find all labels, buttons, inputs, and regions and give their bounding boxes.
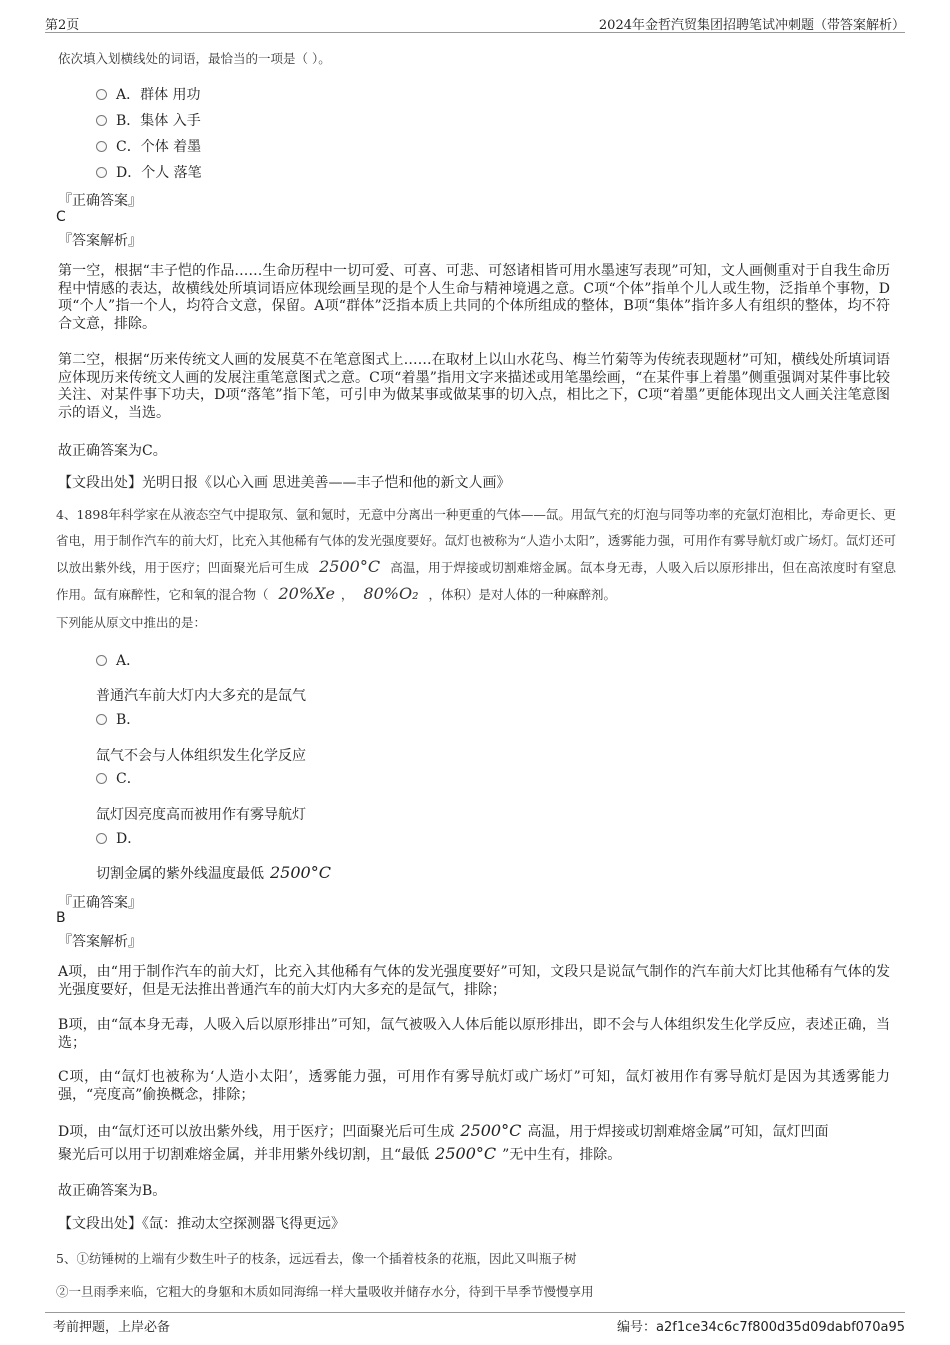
temperature-formula: 2500°C [460, 1121, 522, 1140]
q3-analysis-paragraph-2: 第二空，根据“历来传统文人画的发展莫不在笔意图式上……在取材上以山水花鸟、梅兰竹菊等为传统表现题材”可知，横线处所填词语应体现历来传统文人画的发展注重笔意图式之意。C项“着墨”指用文字来描述或用笔墨绘画，“在某件事上着墨”侧重强调对某件事比较关注、对某件事下功夫，D项“落笔”指下笔，可引申为做某事或做某事的切入点，相比之下，C项“着墨”更能体现出文人画关注笔意图示的语义，当选。 [58, 352, 890, 421]
q4-option-c[interactable]: C． [96, 768, 141, 788]
doc-id: 编号：a2f1ce34c6c7f800d35d09dabf070a95 [617, 1320, 905, 1335]
footer-slogan: 考前押题，上岸必备 [53, 1320, 171, 1335]
q4-option-d-text: 切割金属的紫外线温度最低 2500°C [96, 863, 337, 883]
q4-analysis-a: A项，由“用于制作汽车的前大灯，比充入其他稀有气体的发光强度要好”可知，文段只是说氙气制作的汽车前大灯比其他稀有气体的发光强度要好，但是无法推出普通汽车的前大灯内大多充的是氙气，排除； [58, 964, 890, 998]
q3-option-b[interactable]: B．集体 入手 [96, 110, 201, 130]
q5-line-1: 5、①纺锤树的上端有少数生叶子的枝条，远远看去，像一个插着枝条的花瓶，因此又叫瓶子树 [56, 1251, 577, 1266]
q4-conclusion: 故正确答案为B。 [58, 1183, 167, 1199]
q4-option-d[interactable]: D． [96, 828, 141, 848]
radio-icon[interactable] [96, 89, 107, 100]
q3-prompt: 依次填入划横线处的词语，最恰当的一项是（ ）。 [58, 51, 331, 66]
q4-option-b[interactable]: B． [96, 709, 140, 729]
oxygen-ratio-formula: 80%O₂ [363, 584, 419, 603]
q4-passage: 4、1898年科学家在从液态空气中提取氖、氩和氪时，无意中分离出一种更重的气体——氙。用氙气充的灯泡与同等功率的充氩灯泡相比，寿命更长、更省电，用于制作汽车的前大灯，比充入其他稀有气体的发光强度要好。氙灯也被称为“人造小太阳”，透雾能力强，可用作有雾导航灯或广场灯。氙灯还可以放出紫外线，用于医疗；凹面聚光后可生成 2500°C 高温，用于焊接或切割难熔金属。氙本身无毒，人吸入后以原形排出，但在高浓度时有窒息作用。氙有麻醉性，它和氧的混合物（ 20%Xe ， 80%O₂ ，体积）是对人体的一种麻醉剂。 [56, 507, 896, 603]
q4-option-c-text: 氙灯因亮度高而被用作有雾导航灯 [96, 807, 306, 823]
q3-option-c[interactable]: C．个体 着墨 [96, 136, 201, 156]
q3-analysis-label: 『答案解析』 [58, 233, 142, 249]
radio-icon[interactable] [96, 141, 107, 152]
radio-icon[interactable] [96, 714, 107, 725]
radio-icon[interactable] [96, 167, 107, 178]
temperature-formula: 2500°C [435, 1144, 497, 1163]
q3-option-d[interactable]: D．个人 落笔 [96, 162, 202, 182]
q3-conclusion: 故正确答案为C。 [58, 443, 167, 459]
q4-analysis-c: C项，由“氙灯也被称为‘人造小太阳’，透雾能力强，可用作有雾导航灯或广场灯”可知，氙灯被用作有雾导航灯是因为其透雾能力强，“亮度高”偷换概念，排除； [58, 1069, 890, 1103]
q4-source: 【文段出处】《氙：推动太空探测器飞得更远》 [58, 1216, 345, 1232]
radio-icon[interactable] [96, 655, 107, 666]
radio-icon[interactable] [96, 833, 107, 844]
q3-option-a[interactable]: A．群体 用功 [96, 84, 201, 104]
temperature-formula: 2500°C [270, 863, 331, 882]
radio-icon[interactable] [96, 773, 107, 784]
q4-answer: B [56, 910, 66, 926]
xenon-ratio-formula: 20%Xe [278, 584, 335, 603]
temperature-formula: 2500°C [319, 557, 381, 576]
q4-analysis-d: D项，由“氙灯还可以放出紫外线，用于医疗；凹面聚光后可生成 2500°C 高温，用于焊接或切割难熔金属”可知，氙灯凹面 聚光后可以用于切割难熔金属，并非用紫外线切割，且“最低 2500°C ”无中生有，排除。 [58, 1121, 829, 1163]
doc-title: 2024年金哲汽贸集团招聘笔试冲刺题（带答案解析） [598, 18, 905, 33]
radio-icon[interactable] [96, 115, 107, 126]
page-footer [45, 1312, 905, 1335]
page-header [45, 12, 905, 33]
page-number: 第2页 [45, 18, 80, 33]
q4-option-a-text: 普通汽车前大灯内大多充的是氙气 [96, 688, 306, 704]
q4-option-b-text: 氙气不会与人体组织发生化学反应 [96, 748, 306, 764]
q3-answer: C [56, 209, 66, 225]
q3-answer-label: 『正确答案』 [58, 193, 142, 209]
q5-line-2: ②一旦雨季来临，它粗大的身躯和木质如同海绵一样大量吸收并储存水分，待到干旱季节慢慢享用 [56, 1284, 594, 1299]
q4-answer-label: 『正确答案』 [58, 895, 142, 911]
q3-source: 【文段出处】光明日报《以心入画 思进美善——丰子恺和他的新文人画》 [58, 475, 511, 491]
q4-analysis-label: 『答案解析』 [58, 934, 142, 950]
q4-analysis-b: B项，由“氙本身无毒，人吸入后以原形排出”可知，氙气被吸入人体后能以原形排出，即不会与人体组织发生化学反应，表述正确，当选； [58, 1017, 890, 1051]
q3-analysis-paragraph-1: 第一空，根据“丰子恺的作品……生命历程中一切可爱、可喜、可悲、可怒诸相皆可用水墨速写表现”可知，文人画侧重对于自我生命历程中情感的表达，故横线处所填词语应体现绘画呈现的是个人生命与精神境遇之意。C项“个体”指单个儿人或生物，泛指单个事物，D项“个人”指一个人，均符合文意，保留。A项“群体”泛指本质上共同的个体所组成的整体，B项“集体”指许多人有组织的整体，均不符合文意，排除。 [58, 263, 890, 332]
q4-option-a[interactable]: A． [96, 650, 140, 670]
q4-question: 下列能从原文中推出的是： [56, 615, 207, 630]
